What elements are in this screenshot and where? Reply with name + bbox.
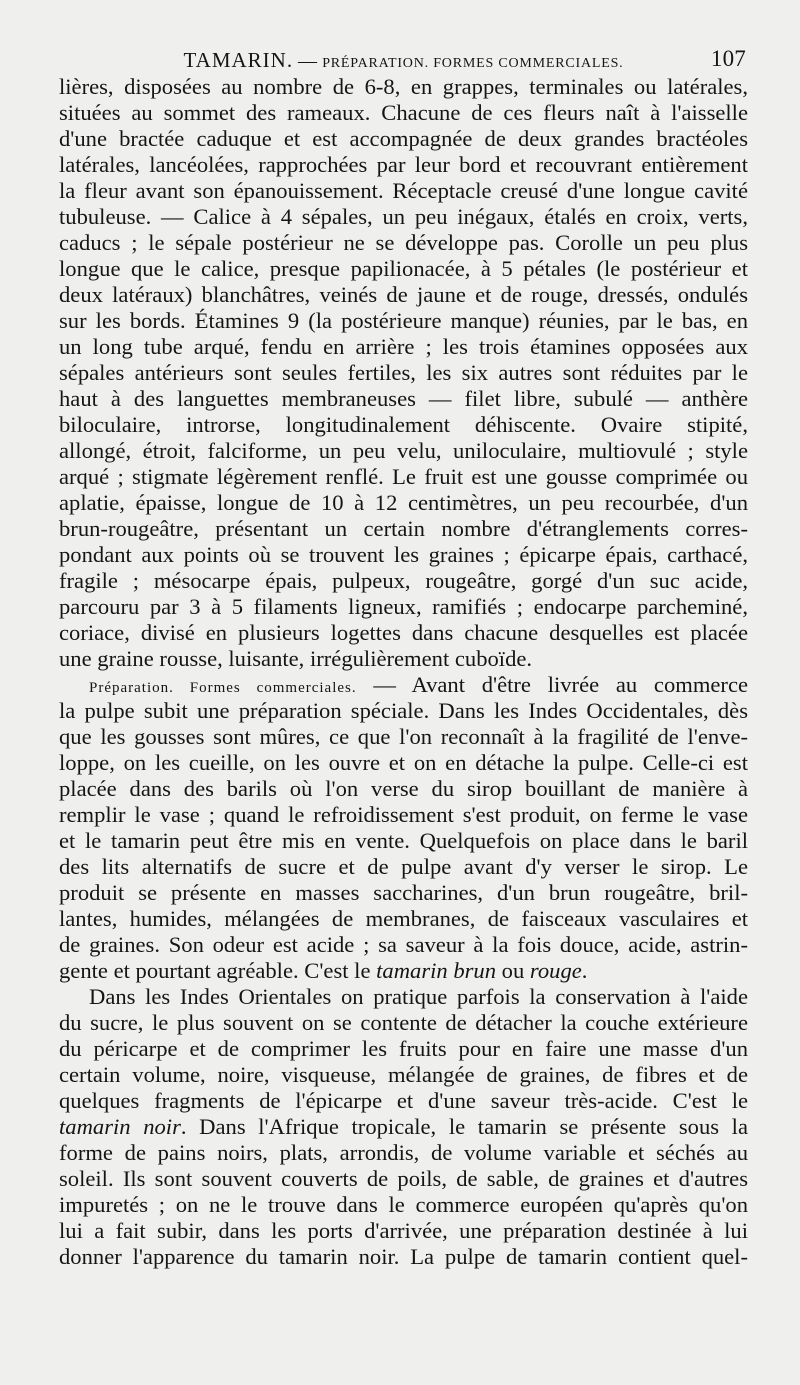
text-line: fragile ; mésocarpe épais, pulpeux, rougeâtre, gorgé d'un suc acide,: [59, 568, 748, 593]
text-line: quelques fragments de l'épicarpe et d'une saveur très-acide. C'est le: [59, 1088, 748, 1113]
section-heading-line: [59, 672, 748, 698]
page-number: 107: [710, 46, 746, 71]
text-line: sépales antérieurs sont seules fertiles, les six autres sont réduites par le: [59, 360, 748, 385]
text-line: latérales, lancéolées, rapprochées par leur bord et recouvrant entièrement: [59, 152, 748, 177]
text-line: certain volume, noire, visqueuse, mélangée de graines, de fibres et de: [59, 1062, 748, 1087]
text-line: soleil. Ils sont souvent couverts de poils, de sable, de graines et d'autres: [59, 1166, 748, 1191]
text-line: tubuleuse. — Calice à 4 sépales, un peu inégaux, étalés en croix, verts,: [59, 204, 748, 229]
text-line: une graine rousse, luisante, irrégulièrement cuboïde.: [59, 646, 533, 671]
italic-term: tamarin brun: [376, 958, 497, 983]
text-line: brun-rougeâtre, présentant un certain nombre d'étranglements corres-: [59, 516, 748, 541]
text-line: de graines. Son odeur est acide ; sa saveur à la fois douce, acide, astrin-: [59, 932, 748, 957]
text-line: Dans les Indes Orientales on pratique parfois la conservation à l'aide: [89, 984, 748, 1009]
text-line: aplatie, épaisse, longue de 10 à 12 centimètres, un peu recourbée, d'un: [59, 490, 748, 515]
text-line: lières, disposées au nombre de 6-8, en grappes, terminales ou latérales,: [59, 74, 748, 99]
text-line: donner l'apparence du tamarin noir. La pulpe de tamarin contient quel-: [59, 1244, 748, 1269]
header-subtitle: PRÉPARATION. FORMES COMMERCIALES.: [322, 56, 624, 71]
text-line: du péricarpe et de comprimer les fruits pour en faire une masse d'un: [59, 1036, 748, 1061]
text-line: que les gousses sont mûres, ce que l'on reconnaît à la fragilité de l'enve-: [59, 724, 748, 749]
italic-term: tamarin noir: [59, 1114, 181, 1139]
text-line: biloculaire, introrse, longitudinalement déhiscente. Ovaire stipité,: [59, 412, 748, 437]
text-line: deux latéraux) blanchâtres, veinés de jaune et de rouge, dressés, ondulés: [59, 282, 748, 307]
text-span: .: [581, 958, 588, 983]
section-heading: Préparation. Formes commerciales.: [89, 680, 357, 696]
text-line: d'une bractée caduque et est accompagnée de deux grandes bractéoles: [59, 126, 748, 151]
text-line: situées au sommet des rameaux. Chacune de ces fleurs naît à l'aisselle: [59, 100, 748, 125]
text-line: remplir le vase ; quand le refroidissement s'est produit, on ferme le vase: [59, 802, 748, 827]
text-line: placée dans des barils où l'on verse du sirop bouillant de manière à: [59, 776, 748, 801]
text-line: arqué ; stigmate légèrement renflé. Le fruit est une gousse comprimée ou: [59, 464, 748, 489]
text-line: un long tube arqué, fendu en arrière ; les trois étamines opposées aux: [59, 334, 748, 359]
text-line: allongé, étroit, falciforme, un peu velu, uniloculaire, multiovulé ; style: [59, 438, 748, 463]
text-line: pondant aux points où se trouvent les graines ; épicarpe épais, carthacé,: [59, 542, 748, 567]
text-line: la pulpe subit une préparation spéciale. Dans les Indes Occidentales, dès: [59, 698, 748, 723]
text-line: des lits alternatifs de sucre et de pulpe avant d'y verser le sirop. Le: [59, 854, 748, 879]
text-line: [59, 1114, 748, 1140]
running-header: [59, 40, 748, 74]
body-text: [59, 74, 748, 1270]
text-span: ou: [496, 958, 530, 983]
text-line: impuretés ; on ne le trouve dans le commerce européen qu'après qu'on: [59, 1192, 748, 1217]
text-line: coriace, divisé en plusieurs logettes dans chacune desquelles est placée: [59, 620, 748, 645]
text-line: caducs ; le sépale postérieur ne se développe pas. Corolle un peu plus: [59, 230, 748, 255]
text-line: [59, 958, 748, 984]
italic-term: rouge: [529, 958, 582, 983]
running-title: [184, 40, 624, 73]
header-dash: —: [298, 51, 318, 72]
text-line: forme de pains noirs, plats, arrondis, de volume variable et séchés au: [59, 1140, 748, 1165]
text-line: longue que le calice, presque papilionacée, à 5 pétales (le postérieur et: [59, 256, 748, 281]
text-line: lui a fait subir, dans les ports d'arrivée, une préparation destinée à lui: [59, 1218, 748, 1243]
header-title: TAMARIN.: [183, 48, 294, 72]
text-line: du sucre, le plus souvent on se contente de détacher la couche extérieure: [59, 1010, 748, 1035]
text-line: et le tamarin peut être mis en vente. Quelquefois on place dans le baril: [59, 828, 748, 853]
text-line: haut à des languettes membraneuses — filet libre, subulé — anthère: [59, 386, 748, 411]
text-span: — Avant d'être livrée au commerce: [356, 672, 749, 697]
text-line: parcouru par 3 à 5 filaments ligneux, ramifiés ; endocarpe parcheminé,: [59, 594, 748, 619]
text-line: la fleur avant son épanouissement. Réceptacle creusé d'une longue cavité: [59, 178, 748, 203]
text-line: lantes, humides, mélangées de membranes, de faisceaux vasculaires et: [59, 906, 748, 931]
text-line: loppe, on les cueille, on les ouvre et on en détache la pulpe. Celle-ci est: [59, 750, 748, 775]
text-line: produit se présente en masses saccharines, d'un brun rougeâtre, bril-: [59, 880, 748, 905]
text-span: . Dans l'Afrique tropicale, le tamarin se présente sous la: [180, 1114, 748, 1139]
text-line: sur les bords. Étamines 9 (la postérieure manque) réunies, par le bas, en: [59, 308, 748, 333]
text-span: gente et pourtant agréable. C'est le: [59, 958, 377, 983]
